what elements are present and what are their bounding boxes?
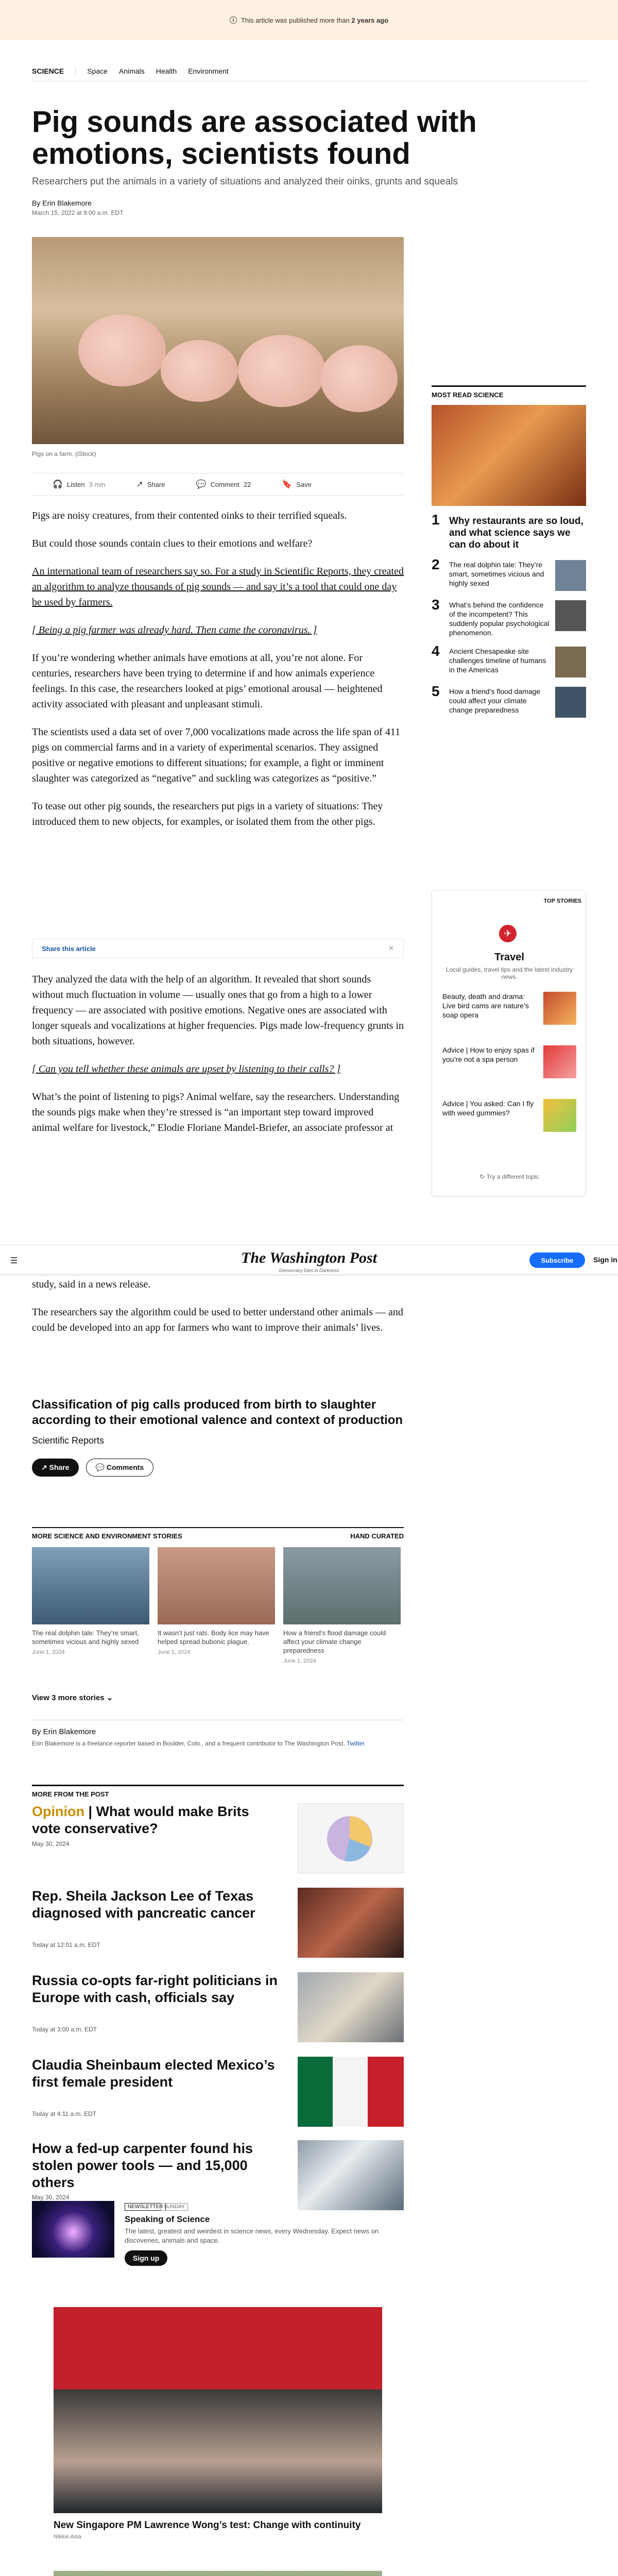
ad-source: Nikkei Asia <box>54 2534 81 2540</box>
nav-divider <box>75 67 76 75</box>
article-body-part-1 <box>32 508 404 842</box>
story-image[interactable] <box>283 1547 401 1624</box>
try-label: Try a different topic <box>486 1173 539 1180</box>
archive-notice-text: This article was published more than 2 years ago <box>241 16 389 24</box>
share-article-prompt[interactable] <box>32 939 404 958</box>
listen-button[interactable] <box>53 479 105 489</box>
most-read-item[interactable] <box>432 683 586 718</box>
study-reference <box>32 1397 404 1477</box>
post-story-image[interactable] <box>298 1803 404 1873</box>
newsletter-signup-button[interactable]: Sign up <box>125 2250 167 2266</box>
image-caption: Pigs on a farm. (iStock) <box>32 450 96 457</box>
rank-number: 4 <box>432 643 440 659</box>
author-bio-text: Erin Blakemore is a freelance reporter based in Boulder, Colo., and a frequent contributor to The Washington Post. <box>32 1740 345 1747</box>
comments-button[interactable] <box>86 1459 154 1477</box>
hamburger-menu-icon[interactable]: ☰ <box>10 1257 18 1265</box>
twitter-link[interactable]: Twitter <box>346 1740 365 1747</box>
paragraph: What’s the point of listening to pigs? Animal welfare, say the researchers. Understanding the sounds pigs make when they’re stressed is “an important step toward improved animal welfare for livestock,” Elodie Floriane Mandel-Briefer, an associate professor at <box>32 1091 400 1133</box>
close-icon[interactable]: ✕ <box>388 944 394 952</box>
article-byline[interactable]: By Erin Blakemore <box>32 199 92 207</box>
paragraph: To tease out other pig sounds, the researchers put pigs in a variety of situations: They introduced them to new objects, for examples, or isolated them from the other pigs. <box>32 801 383 827</box>
paragraph: The researchers say the algorithm could be used to better understand other animals — and could be developed into an app for farmers who want to improve their animals’ lives. <box>32 1307 403 1333</box>
story-date: June 1, 2024 <box>283 1658 316 1664</box>
study-source: Scientific Reports <box>32 1435 105 1446</box>
rank-number: 1 <box>432 512 440 528</box>
save-label: Save <box>296 480 312 488</box>
paragraph: Pigs are noisy creatures, from their contented oinks to their terrified squeals. <box>32 510 347 521</box>
story-title[interactable]: How a friend’s flood damage could affect your climate change preparedness <box>283 1629 386 1654</box>
sponsored-content[interactable] <box>54 2307 382 2540</box>
pig-shape <box>238 335 325 407</box>
info-icon: i <box>230 16 237 24</box>
view-more-stories-button[interactable] <box>32 1693 113 1702</box>
study-title[interactable]: Classification of pig calls produced from birth to slaughter according to their emotional valence and context of production <box>32 1398 403 1427</box>
article-subheadline: Researchers put the animals in a variety of situations and analyzed their oinks, grunts and squeals <box>32 176 458 187</box>
pig-shape <box>161 340 238 402</box>
share-label: Share <box>49 1463 70 1471</box>
top-stories-module <box>432 890 586 1196</box>
opinion-kicker: Opinion <box>32 1804 84 1819</box>
listen-label: Listen <box>66 480 85 488</box>
post-story-date: Today at 4:11 a.m. EDT <box>32 2110 97 2117</box>
thumbnail[interactable] <box>555 647 586 677</box>
top-story-title[interactable]: Beauty, death and drama: Live bird cams are nature’s soap opera <box>442 992 529 1019</box>
post-story-title[interactable]: Rep. Sheila Jackson Lee of Texas diagnosed with pancreatic cancer <box>32 1888 255 1921</box>
share-icon: ↗ <box>136 480 143 489</box>
thumbnail[interactable] <box>555 687 586 718</box>
top-story-title[interactable]: Advice | How to enjoy spas if you’re not a spa person <box>442 1046 535 1063</box>
most-read-item[interactable] <box>432 512 586 551</box>
related-article-link[interactable]: [ Being a pig farmer was already hard. Then came the coronavirus. ] <box>32 624 317 636</box>
chevron-down-icon: ⌄ <box>106 1693 113 1702</box>
section-nav <box>32 61 588 81</box>
thumbnail[interactable] <box>543 1045 576 1078</box>
top-story-title[interactable]: Advice | You asked: Can I fly with weed gummies? <box>442 1099 534 1117</box>
paragraph: study, said in a news release. <box>32 1279 151 1290</box>
most-read-title[interactable]: How a friend’s flood damage could affect your climate change preparedness <box>449 687 541 714</box>
most-read-item[interactable] <box>432 643 586 677</box>
ad-title[interactable]: New Singapore PM Lawrence Wong’s test: Change with continuity <box>54 2520 361 2531</box>
story-date: June 1, 2024 <box>32 1649 65 1655</box>
suitcase-icon: ✈ <box>499 925 517 942</box>
topic-subtitle: Local guides, travel tips and the latest industry news. <box>445 966 573 980</box>
most-read-item[interactable] <box>432 597 586 637</box>
story-card[interactable] <box>283 1547 401 1664</box>
story-card[interactable] <box>32 1547 149 1664</box>
story-card[interactable] <box>158 1547 275 1664</box>
newsletter-image <box>32 2201 114 2258</box>
post-story-date: Today at 12:01 a.m. EDT <box>32 1941 100 1948</box>
post-story-title[interactable]: Russia co-opts far-right politicians in Europe with cash, officials say <box>32 1973 278 2005</box>
nav-item-environment[interactable]: Environment <box>188 66 229 75</box>
most-read-title[interactable]: What’s behind the confidence of the incompetent? This suddenly popular psychological phenomenon. <box>449 601 550 637</box>
share-article-label: Share this article <box>42 944 96 953</box>
top-story-item[interactable] <box>442 1099 576 1132</box>
most-read-title[interactable]: Ancient Chesapeake site challenges timeline of humans in the Americas <box>449 647 546 674</box>
pie-chart-illustration <box>298 1804 404 1874</box>
most-read-title[interactable]: Why restaurants are so loud, and what science says we can do about it <box>449 516 583 550</box>
rank-number: 3 <box>432 597 440 613</box>
most-read-title[interactable]: The real dolphin tale: They’re smart, sometimes vicious and highly sexed <box>449 561 544 587</box>
thumbnail[interactable] <box>543 992 576 1025</box>
comment-icon: 💬 <box>196 480 207 489</box>
rank-number: 5 <box>432 683 440 699</box>
top-story-item[interactable] <box>442 992 576 1025</box>
topic-title: Travel <box>494 952 524 963</box>
thumbnail[interactable] <box>543 1099 576 1132</box>
try-different-topic[interactable] <box>432 1173 587 1180</box>
comment-label: Comment <box>210 480 239 488</box>
ad-image[interactable] <box>54 2307 382 2513</box>
most-read-item[interactable] <box>432 556 586 591</box>
masthead-tagline: Democracy Dies in Darkness <box>279 1268 339 1273</box>
pig-shape <box>78 314 166 386</box>
hero-image <box>32 237 404 444</box>
post-story-title[interactable]: How a fed-up carpenter found his stolen power tools — and 15,000 others <box>32 2141 253 2190</box>
post-story-image[interactable] <box>298 2140 404 2210</box>
most-read-header: MOST READ SCIENCE <box>432 385 586 399</box>
paragraph-with-link[interactable]: An international team of researchers say so. For a study in Scientific Reports, they created an algorithm to analyze thousands of pig sounds — and say it’s a tool that could one day be used by farmers. <box>32 566 404 608</box>
share-button[interactable] <box>32 1459 79 1477</box>
newsletter-signup <box>32 2201 404 2278</box>
author-name[interactable]: By Erin Blakemore <box>32 1727 96 1736</box>
view-more-label: View 3 more stories <box>32 1693 105 1702</box>
hand-curated-badge: HAND CURATED <box>350 1532 404 1540</box>
sticky-header <box>0 1245 618 1275</box>
pig-shape <box>320 345 398 412</box>
comment-icon: 💬 <box>95 1463 107 1471</box>
post-story-date: May 30, 2024 <box>32 2194 70 2201</box>
newsletter-tag: NEWSLETTER <box>125 2203 166 2211</box>
article-body-part-2 <box>32 972 404 1148</box>
story-date: June 1, 2024 <box>158 1649 191 1655</box>
subscribe-button[interactable]: Subscribe <box>529 1252 585 1268</box>
share-label: Share <box>147 480 165 488</box>
story-image[interactable] <box>158 1547 275 1624</box>
article-headline: Pig sounds are associated with emotions, scientists found <box>32 105 477 171</box>
more-stories-header: MORE SCIENCE AND ENVIRONMENT STORIES <box>32 1532 182 1540</box>
share-icon: ↗ <box>41 1463 49 1471</box>
section-label[interactable]: SCIENCE <box>32 66 64 75</box>
top-stories-badge: TOP STORIES <box>543 898 581 904</box>
newsletter-name: Speaking of Science <box>125 2214 210 2224</box>
top-story-item[interactable] <box>442 1045 576 1078</box>
nav-item-space[interactable]: Space <box>87 66 108 75</box>
post-story-date: Today at 3:00 a.m. EDT <box>32 2026 97 2033</box>
story-title[interactable]: The real dolphin tale: They’re smart, sometimes vicious and highly sexed <box>32 1629 139 1646</box>
more-from-the-post-module <box>32 1785 404 2201</box>
masthead-logo[interactable]: The Washington Post <box>241 1249 377 1266</box>
archive-notice-banner <box>0 0 618 40</box>
article-body-part-3 <box>32 1277 404 1348</box>
headphones-icon: 🎧 <box>53 480 63 489</box>
sign-in-link[interactable]: Sign in <box>593 1256 617 1264</box>
most-read-feature-image[interactable] <box>432 405 586 506</box>
paragraph: They analyzed the data with the help of an algorithm. It revealed that short sounds without much fluctuation in volume — usually ones that go from a high to a lower frequency — are associated with positive emotions. Negative ones are associated with longer squeals and vocalizations at higher frequencies. Pigs made low-frequency grunts in both situations, however. <box>32 974 404 1047</box>
post-story-title-text: What would make Brits vote conservative? <box>32 1804 249 1836</box>
post-story-image[interactable] <box>298 2057 404 2127</box>
article-date: March 15, 2022 at 9:00 a.m. EDT <box>32 209 124 216</box>
story-image[interactable] <box>32 1547 149 1624</box>
ad-image[interactable] <box>54 2571 382 2576</box>
nav-item-health[interactable]: Health <box>156 66 177 75</box>
bookmark-icon: 🔖 <box>282 480 293 489</box>
rank-number: 2 <box>432 556 440 572</box>
newsletter-description: The latest, greatest and weirdest in science news, every Wednesday. Expect news on discoveries, animals and space. <box>125 2227 379 2244</box>
article-action-bar <box>32 473 404 496</box>
nav-item-animals[interactable]: Animals <box>118 66 145 75</box>
more-from-post-header: MORE FROM THE POST <box>32 1785 404 1798</box>
paragraph: If you’re wondering whether animals have emotions at all, you’re not alone. For centuries, researchers have been trying to determine if and how animals experience feelings. In this case, the researchers looked at pigs’ emotional arousal — heightened activity associated with pleasant and unpleasant stimuli. <box>32 652 383 710</box>
comments-label: Comments <box>106 1463 144 1471</box>
paragraph: But could those sounds contain clues to their emotions and welfare? <box>32 538 313 549</box>
story-title[interactable]: It wasn’t just rats. Body lice may have helped spread bubonic plague. <box>158 1629 269 1646</box>
save-button[interactable] <box>282 479 312 489</box>
author-bio <box>32 1720 404 1748</box>
listen-duration: 3 min <box>89 480 106 488</box>
comment-count: 22 <box>243 480 251 488</box>
refresh-icon: ↻ <box>479 1173 487 1180</box>
paragraph: The scientists used a data set of over 7,000 vocalizations made across the life span of 411 pigs on commercial farms and in a variety of experimental scenarios. They assigned positive or negative emotions to different situations; for example, a fight or imminent slaughter was categorized as “negative” and suckling was categorizes as “positive.” <box>32 726 401 784</box>
comment-button[interactable] <box>196 479 251 489</box>
thumbnail[interactable] <box>555 600 586 631</box>
more-stories-module <box>32 1527 404 1664</box>
post-story-image[interactable] <box>298 1972 404 2042</box>
post-story-date: May 30, 2024 <box>32 1840 70 1848</box>
post-story-title[interactable]: Opinion | What would make Brits vote conservative? <box>32 1804 249 1836</box>
most-read-module <box>432 385 586 718</box>
related-article-link[interactable]: [ Can you tell whether these animals are upset by listening to their calls? ] <box>32 1063 341 1075</box>
newsletter-frequency: SUNDAY <box>161 2203 188 2211</box>
thumbnail[interactable] <box>555 560 586 591</box>
post-story-image[interactable] <box>298 1888 404 1958</box>
sponsored-content[interactable] <box>54 2571 382 2576</box>
share-button[interactable] <box>136 479 165 489</box>
post-story-title[interactable]: Claudia Sheinbaum elected Mexico’s first female president <box>32 2057 275 2090</box>
